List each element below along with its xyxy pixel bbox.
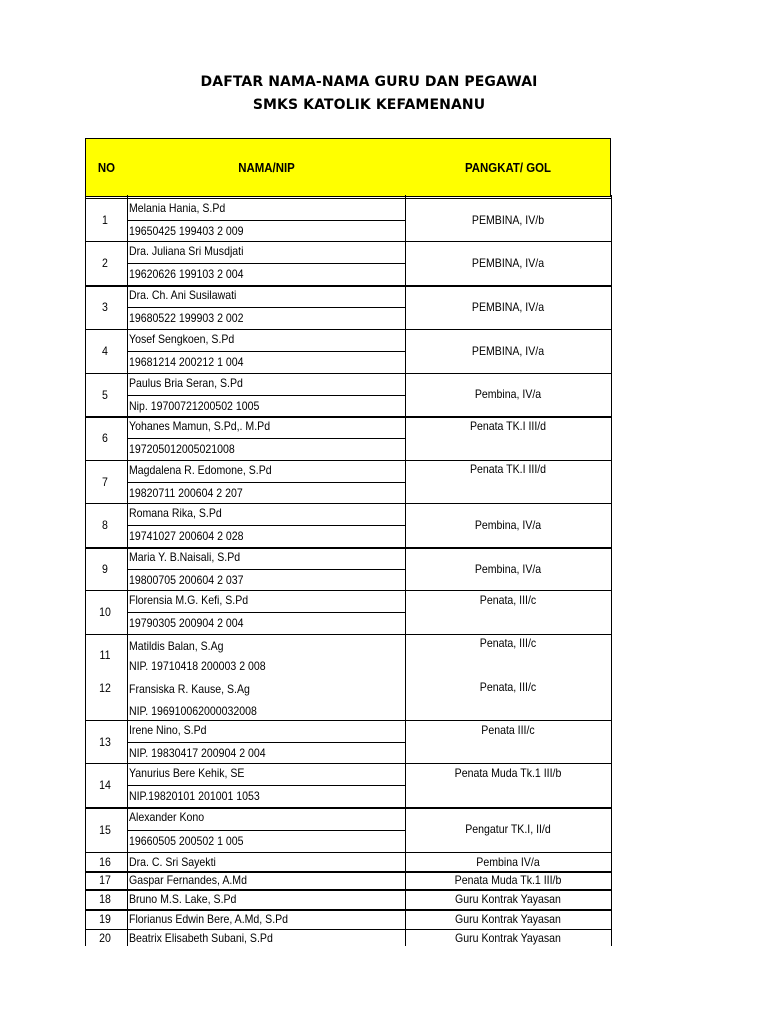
teacher-nip: 19620626 199103 2 004	[129, 267, 244, 281]
row-divider	[127, 395, 405, 396]
teacher-rank: Penata, III/c	[479, 636, 537, 650]
row-number: 19	[99, 912, 111, 926]
row-number: 15	[99, 823, 111, 837]
teacher-name: Romana Rika, S.Pd	[129, 506, 222, 520]
row-divider	[85, 416, 611, 418]
teacher-name: Irene Nino, S.Pd	[129, 723, 207, 737]
teacher-name: Paulus Bria Seran, S.Pd	[129, 376, 243, 390]
row-number: 8	[102, 518, 108, 532]
teacher-nip: 19680522 199903 2 002	[129, 311, 244, 325]
row-number: 7	[102, 475, 108, 489]
teacher-name: Gaspar Fernandes, A.Md	[129, 873, 247, 887]
row-divider	[85, 720, 611, 721]
row-divider	[85, 241, 611, 242]
teacher-nip: 19660505 200502 1 005	[129, 834, 244, 848]
row-divider	[85, 285, 611, 287]
row-divider	[127, 830, 405, 831]
row-number: 5	[102, 388, 108, 402]
row-number: 17	[99, 873, 111, 887]
teacher-rank: Pembina, IV/a	[474, 518, 542, 532]
row-divider	[127, 742, 405, 743]
teacher-nip: 19820711 200604 2 207	[129, 486, 243, 500]
teacher-name: Dra. Ch. Ani Susilawati	[129, 288, 237, 302]
teacher-name: Fransiska R. Kause, S.Ag	[129, 682, 250, 696]
teacher-rank: Penata Muda Tk.1 III/b	[454, 873, 562, 887]
row-divider	[127, 220, 405, 221]
document-subtitle: SMKS KATOLIK KEFAMENANU	[252, 97, 486, 113]
teacher-nip: 19741027 200604 2 028	[129, 529, 244, 543]
teacher-nip: Nip. 19700721200502 1005	[129, 399, 260, 413]
teacher-nip: 19650425 199403 2 009	[129, 224, 244, 238]
teacher-nip: 19800705 200604 2 037	[129, 573, 244, 587]
row-number: 14	[99, 778, 111, 792]
column-divider	[127, 195, 128, 946]
teacher-rank: Penata, III/c	[479, 593, 537, 607]
row-divider	[85, 503, 611, 504]
header-name: NAMA/NIP	[238, 160, 295, 175]
teacher-rank: Pembina, IV/a	[474, 562, 542, 576]
teacher-rank: PEMBINA, IV/a	[471, 344, 545, 358]
row-divider	[85, 590, 611, 591]
row-number: 4	[102, 344, 108, 358]
teacher-name: Alexander Kono	[129, 810, 205, 824]
row-divider	[85, 852, 611, 853]
row-number: 2	[102, 256, 108, 270]
teacher-rank: Guru Kontrak Yayasan	[455, 931, 561, 945]
row-divider	[85, 807, 611, 809]
teacher-nip: NIP. 196910062000032008	[129, 704, 257, 718]
row-divider	[85, 909, 611, 911]
teacher-name: Florensia M.G. Kefi, S.Pd	[129, 593, 249, 607]
teacher-rank: Penata Muda Tk.1 III/b	[454, 766, 562, 780]
teacher-nip: 19681214 200212 1 004	[129, 355, 244, 369]
teacher-rank: PEMBINA, IV/a	[471, 256, 545, 270]
teacher-name: Yohanes Mamun, S.Pd,. M.Pd	[129, 419, 271, 433]
row-number: 12	[99, 681, 111, 695]
teacher-nip: NIP.19820101 201001 1053	[129, 789, 260, 803]
teacher-name: Maria Y. B.Naisali, S.Pd	[129, 550, 241, 564]
row-number: 18	[99, 892, 111, 906]
teacher-name: Yanurius Bere Kehik, SE	[129, 766, 245, 780]
row-divider	[127, 569, 405, 570]
row-divider	[127, 612, 405, 613]
teacher-name: Beatrix Elisabeth Subani, S.Pd	[129, 931, 273, 945]
teacher-rank: Penata TK.I III/d	[469, 419, 547, 433]
row-number: 13	[99, 735, 111, 749]
column-divider	[85, 195, 86, 946]
teacher-rank: Penata, III/c	[479, 680, 537, 694]
teacher-name: Bruno M.S. Lake, S.Pd	[129, 892, 237, 906]
teacher-nip: NIP. 19830417 200904 2 004	[129, 746, 266, 760]
teacher-nip: 19790305 200904 2 004	[129, 616, 244, 630]
teacher-name: Dra. C. Sri Sayekti	[129, 855, 216, 869]
row-divider	[85, 198, 611, 199]
row-number: 1	[102, 213, 108, 227]
teacher-rank: Penata TK.I III/d	[469, 462, 547, 476]
teacher-rank: PEMBINA, IV/a	[471, 300, 545, 314]
row-number: 11	[99, 648, 111, 662]
row-divider	[85, 460, 611, 461]
teacher-name: Florianus Edwin Bere, A.Md, S.Pd	[129, 912, 289, 926]
row-divider	[127, 351, 405, 352]
row-number: 16	[99, 855, 111, 869]
table-header	[85, 138, 611, 197]
teacher-name: Magdalena R. Edomone, S.Pd	[129, 463, 272, 477]
row-divider	[127, 263, 405, 264]
header-no: NO	[97, 160, 116, 175]
row-divider	[85, 889, 611, 891]
row-divider	[85, 763, 611, 764]
row-divider	[85, 373, 611, 374]
column-divider	[611, 195, 612, 946]
column-divider	[405, 195, 406, 946]
row-number: 9	[102, 562, 108, 576]
row-divider	[127, 785, 405, 786]
row-number: 6	[102, 431, 108, 445]
teacher-rank: Penata III/c	[481, 723, 535, 737]
teacher-rank: Guru Kontrak Yayasan	[455, 912, 561, 926]
row-divider	[85, 329, 611, 330]
header-rank: PANGKAT/ GOL	[464, 160, 552, 175]
row-divider	[127, 307, 405, 308]
document-title: DAFTAR NAMA-NAMA GURU DAN PEGAWAI	[200, 74, 538, 90]
teacher-rank: PEMBINA, IV/b	[471, 213, 545, 227]
row-divider	[85, 929, 611, 930]
teacher-rank: Pembina IV/a	[476, 855, 540, 869]
teacher-rank: Pengatur TK.I, II/d	[465, 822, 551, 836]
teacher-nip: 197205012005021008	[129, 442, 235, 456]
row-divider	[127, 438, 405, 439]
teacher-rank: Pembina, IV/a	[474, 387, 542, 401]
teacher-name: Melania Hania, S.Pd	[129, 201, 226, 215]
teacher-name: Matildis Balan, S.Ag	[129, 639, 224, 653]
row-divider	[127, 482, 405, 483]
row-divider	[85, 547, 611, 549]
row-divider	[85, 634, 611, 635]
teacher-rank: Guru Kontrak Yayasan	[455, 892, 561, 906]
row-number: 3	[102, 300, 108, 314]
row-divider	[127, 525, 405, 526]
teacher-nip: NIP. 19710418 200003 2 008	[129, 659, 266, 673]
teacher-name: Dra. Juliana Sri Musdjati	[129, 244, 244, 258]
row-number: 20	[99, 931, 111, 945]
teacher-name: Yosef Sengkoen, S.Pd	[129, 332, 235, 346]
row-number: 10	[99, 605, 111, 619]
